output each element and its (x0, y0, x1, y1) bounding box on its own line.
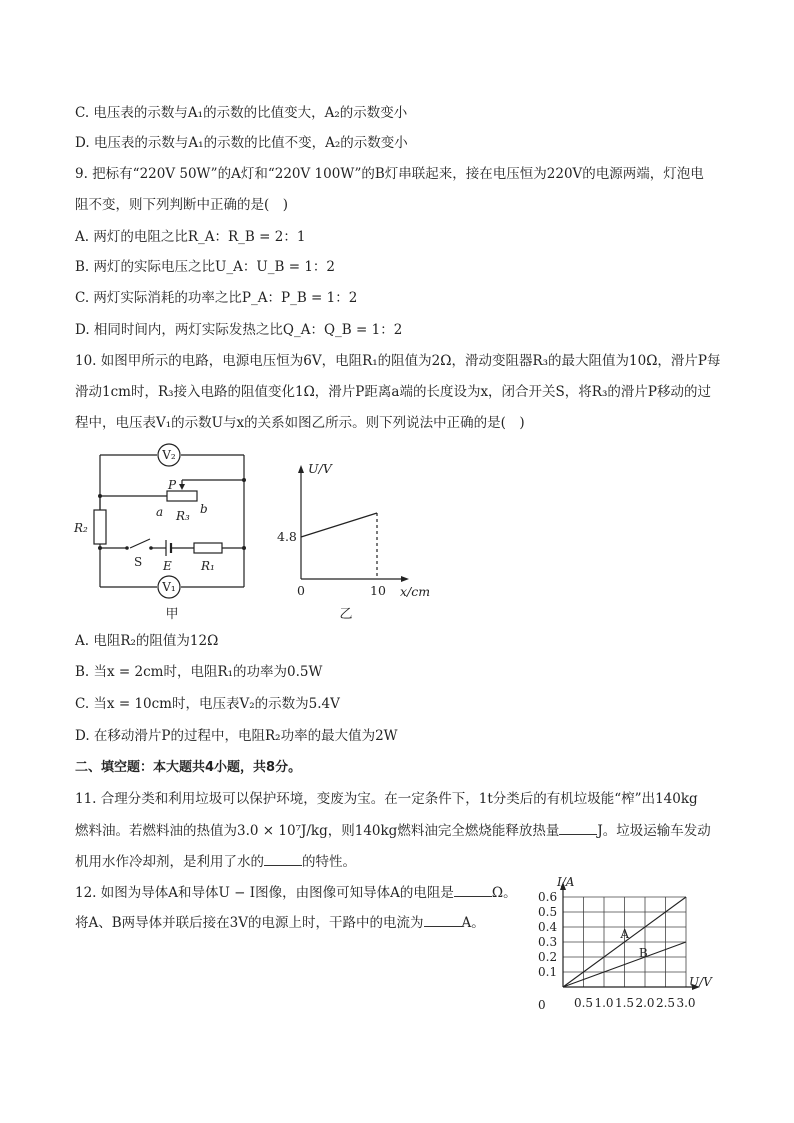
q9-option-d: D. 相同时间内，两灯实际发热之比Q_A：Q_B = 1：2 (75, 322, 403, 338)
q12-line1-text-a: 12. 如图为导体A和导体U − I图像，由图像可知导体A的电阻是 (75, 885, 454, 901)
label-v2: V₂ (162, 448, 176, 462)
iu-xtick: 0.5 (573, 996, 594, 1010)
iu-xtick: 3.0 (676, 996, 696, 1010)
graph-ytick: 4.8 (277, 529, 297, 544)
junction-dot-icon (242, 546, 246, 550)
q10-option-d: D. 在移动滑片P的过程中，电阻R₂功率的最大值为2W (75, 728, 398, 744)
iu-ytick: 0.2 (538, 950, 558, 964)
iu-xlabel: U/V (689, 975, 712, 989)
iu-label-b: B (638, 946, 648, 960)
q10-option-a: A. 电阻R₂的阻值为12Ω (75, 633, 219, 649)
iu-xtick: 1.0 (594, 996, 614, 1010)
u-x-graph (270, 455, 460, 625)
label-a: a (156, 505, 164, 519)
q12-line2 (75, 912, 485, 933)
iu-xtick: 1.5 (614, 996, 635, 1010)
iu-ytick: 0.5 (538, 905, 558, 919)
q12-line2-text-b: A。 (461, 915, 485, 931)
circuit-diagram (70, 440, 270, 625)
x-axis-arrow-icon (401, 576, 409, 582)
q9-option-c: C. 两灯实际消耗的功率之比P_A：P_B = 1：2 (75, 290, 358, 306)
iu-ytick: 0.1 (538, 965, 558, 979)
iu-label-a: A (620, 927, 630, 941)
q10-stem-line3: 程中，电压表V₁的示数U与x的关系如图乙所示。则下列说法中正确的是( ) (75, 415, 525, 431)
q8-option-d: D. 电压表的示数与A₁的示数的比值不变，A₂的示数变小 (75, 135, 408, 151)
q10-stem-line1: 10. 如图甲所示的电路，电源电压恒为6V，电阻R₁的阻值为2Ω，滑动变阻器R₃的最大阻值为10Ω，滑片P每 (75, 353, 721, 369)
label-r1: R₁ (201, 559, 215, 573)
q12-line1 (75, 882, 517, 903)
q11-heat-blank[interactable] (559, 820, 597, 835)
label-e: E (163, 559, 172, 573)
junction-dot-icon (98, 546, 102, 550)
caption-jia: 甲 (165, 607, 179, 622)
q8-option-c: C. 电压表的示数与A₁的示数的比值变大，A₂的示数变小 (75, 105, 408, 121)
i-u-graph (518, 876, 728, 1016)
q9-option-a: A. 两灯的电阻之比R_A：R_B = 2：1 (75, 229, 306, 245)
section-heading: 二、填空题：本大题共4小题，共8分。 (75, 760, 302, 775)
q10-option-c: C. 当x = 10cm时，电压表V₂的示数为5.4V (75, 696, 340, 712)
junction-dot-icon (98, 494, 102, 498)
label-r3: R₃ (176, 509, 190, 523)
q12-resistance-blank[interactable] (454, 882, 492, 897)
q9-stem-line2: 阻不变，则下列判断中正确的是( ) (75, 197, 289, 213)
iu-origin: 0 (538, 998, 546, 1012)
q11-line3-text-b: 的特性。 (302, 854, 356, 870)
graph-xlabel: x/cm (400, 584, 431, 599)
iu-ylabel: I/A (557, 876, 575, 889)
junction-dot-icon (242, 478, 246, 482)
y-axis-arrow-icon (298, 465, 304, 473)
q10-stem-line2: 滑动1cm时，R₃接入电路的阻值变化1Ω，滑片P距离a端的长度设为x，闭合开关S，将R₃的滑片P移动的过 (75, 384, 711, 400)
q11-line2-text-b: J。垃圾运输车发动 (597, 823, 711, 839)
q11-line2-text-a: 燃料油。若燃料油的热值为3.0 × 10⁷J/kg，则140kg燃料油完全燃烧能释放热量 (75, 823, 560, 839)
q11-line2 (75, 820, 711, 841)
q10-option-b: B. 当x = 2cm时，电阻R₁的功率为0.5W (75, 664, 323, 680)
switch-contact-icon (149, 546, 153, 550)
q11-line3-text-a: 机用水作冷却剂，是利用了水的 (75, 854, 264, 870)
q12-current-blank[interactable] (424, 912, 462, 927)
iu-ytick: 0.6 (538, 890, 558, 904)
graph-xtick1: 10 (370, 583, 386, 598)
iu-xtick: 2.5 (655, 996, 676, 1010)
label-p: P (168, 478, 177, 492)
q12-line2-text-a: 将A、B两导体并联后接在3V的电源上时，干路中的电流为 (75, 915, 424, 931)
q9-option-b: B. 两灯的实际电压之比U_A：U_B = 1：2 (75, 259, 335, 275)
caption-yi: 乙 (339, 607, 353, 622)
switch-contact-icon (125, 546, 129, 550)
slider-arrow-icon (179, 484, 185, 490)
graph-xtick0: 0 (297, 583, 305, 598)
iu-ytick: 0.4 (538, 920, 558, 934)
q11-line1: 11. 合理分类和利用垃圾可以保护环境，变废为宝。在一定条件下，1t分类后的有机垃圾能“榨”出140kg (75, 791, 698, 807)
q11-line3 (75, 851, 356, 872)
label-r2: R₂ (74, 521, 88, 535)
label-v1: V₁ (162, 580, 176, 594)
iu-ytick: 0.3 (538, 935, 558, 949)
q11-property-blank[interactable] (264, 851, 302, 866)
label-s: S (134, 555, 143, 569)
q12-line1-text-b: Ω。 (491, 885, 517, 901)
q9-stem-line1: 9. 把标有“220V 50W”的A灯和“220V 100W”的B灯串联起来，接在电压恒为220V的电源两端，灯泡电 (75, 166, 704, 182)
label-b: b (200, 502, 208, 516)
graph-ylabel: U/V (308, 461, 332, 476)
iu-xtick: 2.0 (635, 996, 655, 1010)
